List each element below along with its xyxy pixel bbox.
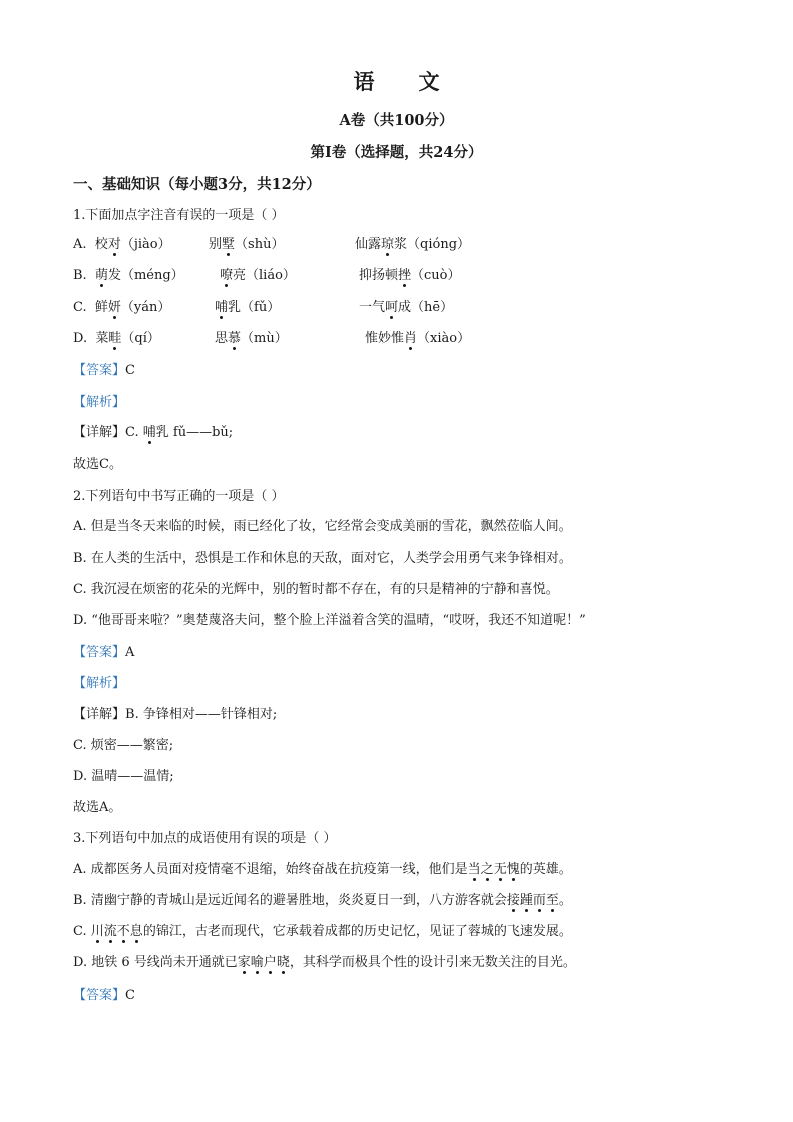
q3-option-b: B. 清幽宁静的青城山是远近闻名的避暑胜地，炎炎夏日一到，八方游客就会接踵而至。 <box>73 889 572 908</box>
q3-option-c: C. 川流不息的锦江，古老而现代，它承载着成都的历史记忆，见证了蓉城的飞速发展。 <box>73 920 572 939</box>
q2-detail-1: 【详解】B. 争锋相对——针锋相对; <box>73 707 278 722</box>
q1-option-c: C. 鲜妍（yán） 哺乳（fǔ） 一气呵成（hē） <box>73 296 753 316</box>
q2-detail-2: C. 烦密——繁密; <box>73 738 174 753</box>
q3-answer: 【答案】C <box>73 988 135 1003</box>
q3-stem: 3.下列语句中加点的成语使用有误的项是（ ） <box>73 831 337 846</box>
page-title: 语文 <box>353 69 484 94</box>
q1-answer: 【答案】C <box>73 363 135 378</box>
q1-conclusion: 故选C。 <box>73 457 122 472</box>
emphasized-idiom: 接踵而至 <box>507 893 559 908</box>
q2-detail-3: D. 温晴——温情; <box>73 769 174 784</box>
part-one-heading: 第I卷（选择题，共24分） <box>310 144 483 161</box>
q2-conclusion: 故选A。 <box>73 800 122 815</box>
q1-option-a: A. 校对（jiào） 别墅（shù） 仙露琼浆（qióng） <box>73 233 753 253</box>
q1-analysis-tag: 【解析】 <box>73 395 126 410</box>
q2-stem: 2.下列语句中书写正确的一项是（ ） <box>73 489 285 504</box>
q1-stem: 1.下面加点字注音有误的一项是（ ） <box>73 208 285 223</box>
q1-option-b: B. 萌发（méng） 嘹亮（liáo） 抑扬顿挫（cuò） <box>73 264 753 284</box>
q2-option-c: C. 我沉浸在烦密的花朵的光辉中，别的暂时都不存在，有的只是精神的宁静和喜悦。 <box>73 582 559 597</box>
q2-option-a: A. 但是当冬天来临的时候，雨已经化了妆，它经常会变成美丽的雪花，飘然莅临人间。 <box>73 519 572 534</box>
q2-option-d: D. “他哥哥来啦？”奥楚蔑洛夫问，整个脸上洋溢着含笑的温晴，“哎呀，我还不知道呢！” <box>73 613 586 628</box>
q2-option-b: B. 在人类的生活中，恐惧是工作和休息的天敌，面对它，人类学会用勇气来争锋相对。 <box>73 551 572 566</box>
q1-detail: 【详解】C. 哺乳 fǔ——bǔ; <box>73 421 233 440</box>
q2-analysis-tag: 【解析】 <box>73 676 126 691</box>
q1-option-d: D. 菜畦（qí） 思慕（mù） 惟妙惟肖（xiào） <box>73 327 753 347</box>
emphasized-idiom: 家喻户晓 <box>238 955 290 970</box>
emphasized-idiom: 当之无愧 <box>468 862 520 877</box>
emphasized-idiom: 川流不息 <box>91 924 143 939</box>
section-heading: 一、基础知识（每小题3分，共12分） <box>73 176 321 193</box>
volume-a-heading: A卷（共100分） <box>339 112 454 129</box>
q3-option-d: D. 地铁 6 号线尚未开通就已家喻户晓，其科学而极具个性的设计引来无数关注的目光。 <box>73 951 576 970</box>
q2-answer: 【答案】A <box>73 645 135 660</box>
q3-option-a: A. 成都医务人员面对疫情毫不退缩，始终奋战在抗疫第一线，他们是当之无愧的英雄。 <box>73 858 572 877</box>
